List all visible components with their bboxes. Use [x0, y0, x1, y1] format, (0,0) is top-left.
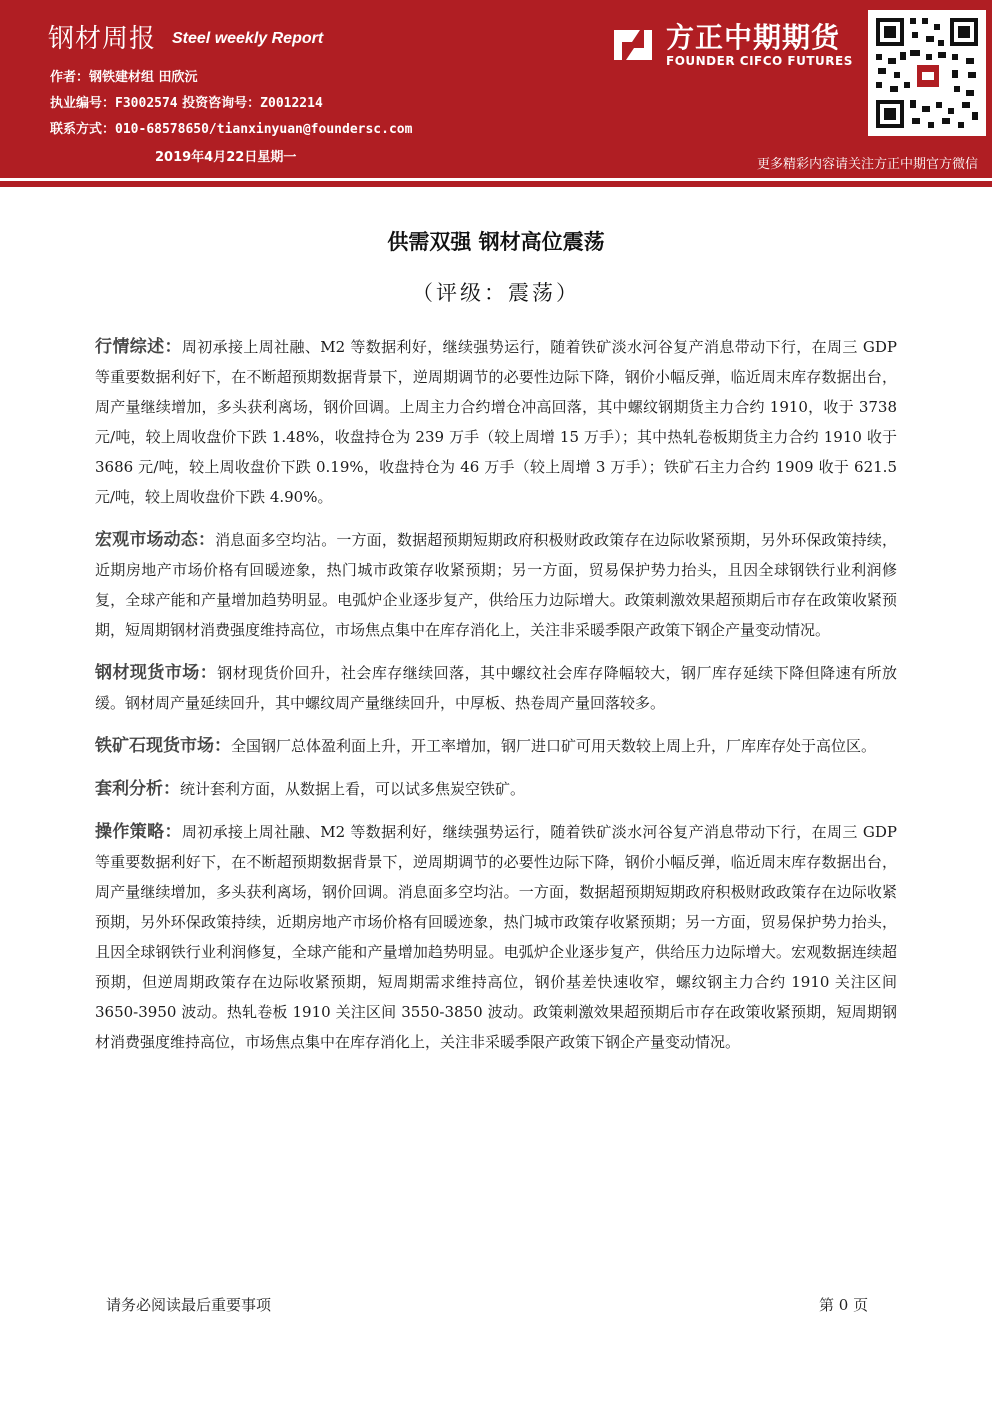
page-number: 第 0 页: [819, 1296, 869, 1314]
section-label: 行情综述：: [95, 337, 182, 357]
company-logo: [608, 16, 863, 76]
contact-value[interactable]: 010-68578650/tianxinyuan@foundersc.com: [115, 122, 413, 137]
wechat-follow-note: 更多精彩内容请关注方正中期官方微信: [756, 157, 978, 172]
contact-label: 联系方式：: [50, 122, 116, 137]
report-date: 2019年4月22日星期一: [155, 150, 297, 165]
report-title: 供需双强 钢材高位震荡: [387, 230, 605, 254]
section-text: 消息面多空均沾。一方面，数据超预期短期政府积极财政政策存在边际收紧预期，另外环保政策持续，近期房地产市场价格有回暖迹象，热门城市政策存收紧预期；另一方面，贸易保护势力抬头，且因全球钢铁行业利润修复，全球产能和产量增加趋势明显。电弧炉企业逐步复产，供给压力边际增大。政策刺激效果超预期后市存在政策收紧预期，短周期钢材消费强度维持高位，市场焦点集中在库存消化上，关注非采暖季限产政策下钢企产量变动情况。: [95, 531, 898, 639]
section-market-summary: [95, 332, 897, 512]
footer-notice: 请务必阅读最后重要事项: [106, 1296, 272, 1314]
section-text: 全国钢厂总体盈利面上升，开工率增加，钢厂进口矿可用天数较上周上升，厂库库存处于高位区。: [231, 737, 877, 755]
author-line: [50, 66, 198, 85]
section-arbitrage: [95, 774, 897, 804]
author-label: 作者：: [50, 70, 90, 85]
contact-line: [50, 118, 412, 137]
consult-label: 投资咨询号：: [177, 96, 261, 111]
section-text: 周初承接上周社融、M2 等数据利好，继续强势运行，随着铁矿淡水河谷复产消息带动下行，在周三 GDP 等重要数据利好下，在不断超预期数据背景下，逆周期调节的必要性边际下降，钢价小幅反弹，临近周末库存数据出台，周产量继续增加，多头获利离场，钢价回调。上周主力合约增仓冲高回落，其中螺纹钢期货主力合约 1910，收于 3738 元/吨，较上周收盘价下跌 1.48%，收盘持仓为 239 万手（较上周增 15 万手）；其中热轧卷板期货主力合约 1910 收于 3686 元/吨，较上周收盘价下跌 0.19%，收盘持仓为 46 万手（较上周增 3 万手）；铁矿石主力合约 1909 收于 621.5 元/吨，较上周收盘价下跌 4.90%。: [95, 338, 898, 506]
company-name-cn: 方正中期期货: [666, 21, 841, 54]
report-series-subtitle: Steel weekly Report: [172, 30, 324, 47]
section-label: 套利分析：: [95, 779, 180, 799]
report-rating: （评级：震荡）: [412, 281, 580, 305]
report-series-title: 钢材周报: [48, 24, 157, 54]
company-logo-mark-icon: [608, 20, 658, 70]
consult-value: Z0012214: [260, 96, 323, 111]
license-label: 执业编号：: [50, 96, 116, 111]
author-value: 钢铁建材组 田欣沅: [89, 70, 198, 85]
section-label: 钢材现货市场：: [95, 663, 218, 683]
wechat-qr-code-icon: [868, 10, 986, 136]
section-strategy: [95, 817, 897, 1057]
section-text: 统计套利方面，从数据上看，可以试多焦炭空铁矿。: [180, 780, 526, 798]
report-body: [95, 332, 897, 1070]
section-iron-ore-spot: [95, 731, 897, 761]
header-divider-red: [0, 181, 992, 187]
section-macro-dynamics: [95, 525, 897, 645]
section-label: 铁矿石现货市场：: [95, 736, 231, 756]
section-label: 宏观市场动态：: [95, 530, 216, 550]
license-line: [50, 92, 323, 111]
section-text: 周初承接上周社融、M2 等数据利好，继续强势运行，随着铁矿淡水河谷复产消息带动下行，在周三 GDP 等重要数据利好下，在不断超预期数据背景下，逆周期调节的必要性边际下降，钢价小幅反弹，临近周末库存数据出台，周产量继续增加，多头获利离场，钢价回调。消息面多空均沾。一方面，数据超预期短期政府积极财政政策存在边际收紧预期，另外环保政策持续，近期房地产市场价格有回暖迹象，热门城市政策存收紧预期；另一方面，贸易保护势力抬头，且因全球钢铁行业利润修复，全球产能和产量增加趋势明显。电弧炉企业逐步复产，供给压力边际增大。宏观数据连续超预期，但逆周期政策存在边际收紧预期，短周期需求维持高位，钢价基差快速收窄，螺纹钢主力合约 1910 关注区间 3650-3950 波动。热轧卷板 1910 关注区间 3550-3850 波动。政策刺激效果超预期后市存在政策收紧预期，短周期钢材消费强度维持高位，市场焦点集中在库存消化上，关注非采暖季限产政策下钢企产量变动情况。: [95, 823, 898, 1051]
section-text: 钢材现货价回升，社会库存继续回落，其中螺纹社会库存降幅较大，钢厂库存延续下降但降速有所放缓。钢材周产量延续回升，其中螺纹周产量继续回升，中厚板、热卷周产量回落较多。: [95, 664, 897, 712]
report-header-band: [0, 0, 992, 178]
section-label: 操作策略：: [95, 822, 182, 842]
section-steel-spot: [95, 658, 897, 718]
company-name-en: FOUNDER CIFCO FUTURES: [666, 54, 853, 68]
license-value: F3002574: [115, 96, 178, 111]
